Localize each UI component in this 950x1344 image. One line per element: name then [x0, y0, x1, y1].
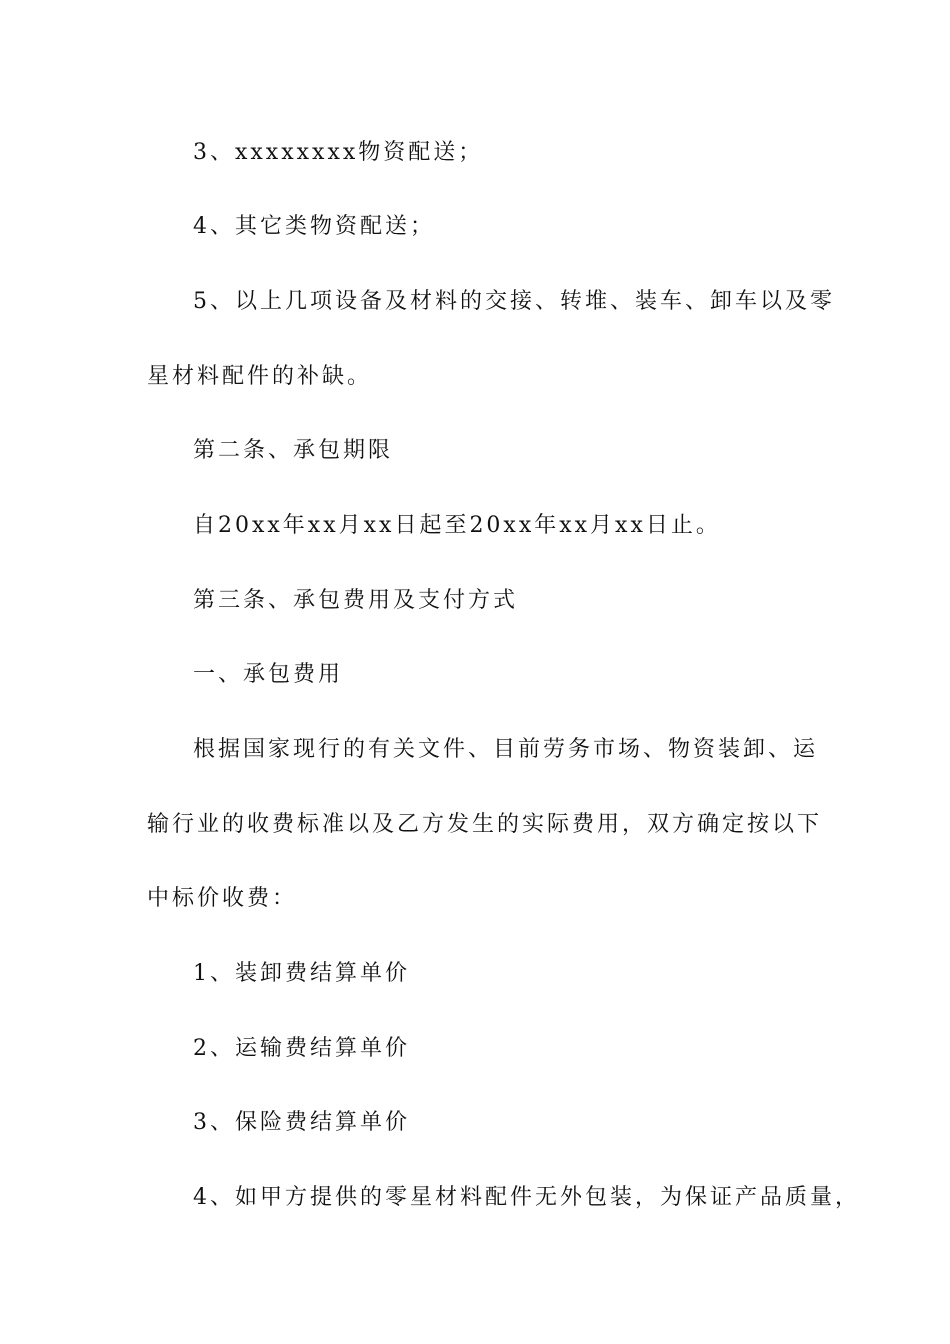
fee-paragraph-line-1: 根据国家现行的有关文件、目前劳务市场、物资装卸、运: [193, 737, 819, 762]
item-3-line: 3、xxxxxxxx物资配送；: [193, 140, 484, 165]
fee-item-3: 3、保险费结算单价: [193, 1110, 410, 1135]
item-4-line: 4、其它类物资配送；: [193, 214, 435, 239]
item-5-line-2: 星材料配件的补缺。: [147, 364, 373, 389]
item-5-line-1: 5、以上几项设备及材料的交接、转堆、装车、卸车以及零: [193, 289, 835, 314]
section-1-heading: 一、承包费用: [193, 662, 344, 687]
term-period-text: 自20xx年xx月xx日起至20xx年xx月xx日止。: [193, 513, 721, 538]
fee-paragraph-line-2: 输行业的收费标准以及乙方发生的实际费用，双方确定按以下: [147, 812, 823, 837]
fee-item-1: 1、装卸费结算单价: [193, 961, 410, 986]
fee-item-2: 2、运输费结算单价: [193, 1036, 410, 1061]
article-3-heading: 第三条、承包费用及支付方式: [193, 588, 519, 613]
fee-item-4: 4、如甲方提供的零星材料配件无外包装，为保证产品质量，: [193, 1185, 860, 1210]
article-2-heading: 第二条、承包期限: [193, 438, 394, 463]
fee-paragraph-line-3: 中标价收费：: [147, 886, 298, 911]
